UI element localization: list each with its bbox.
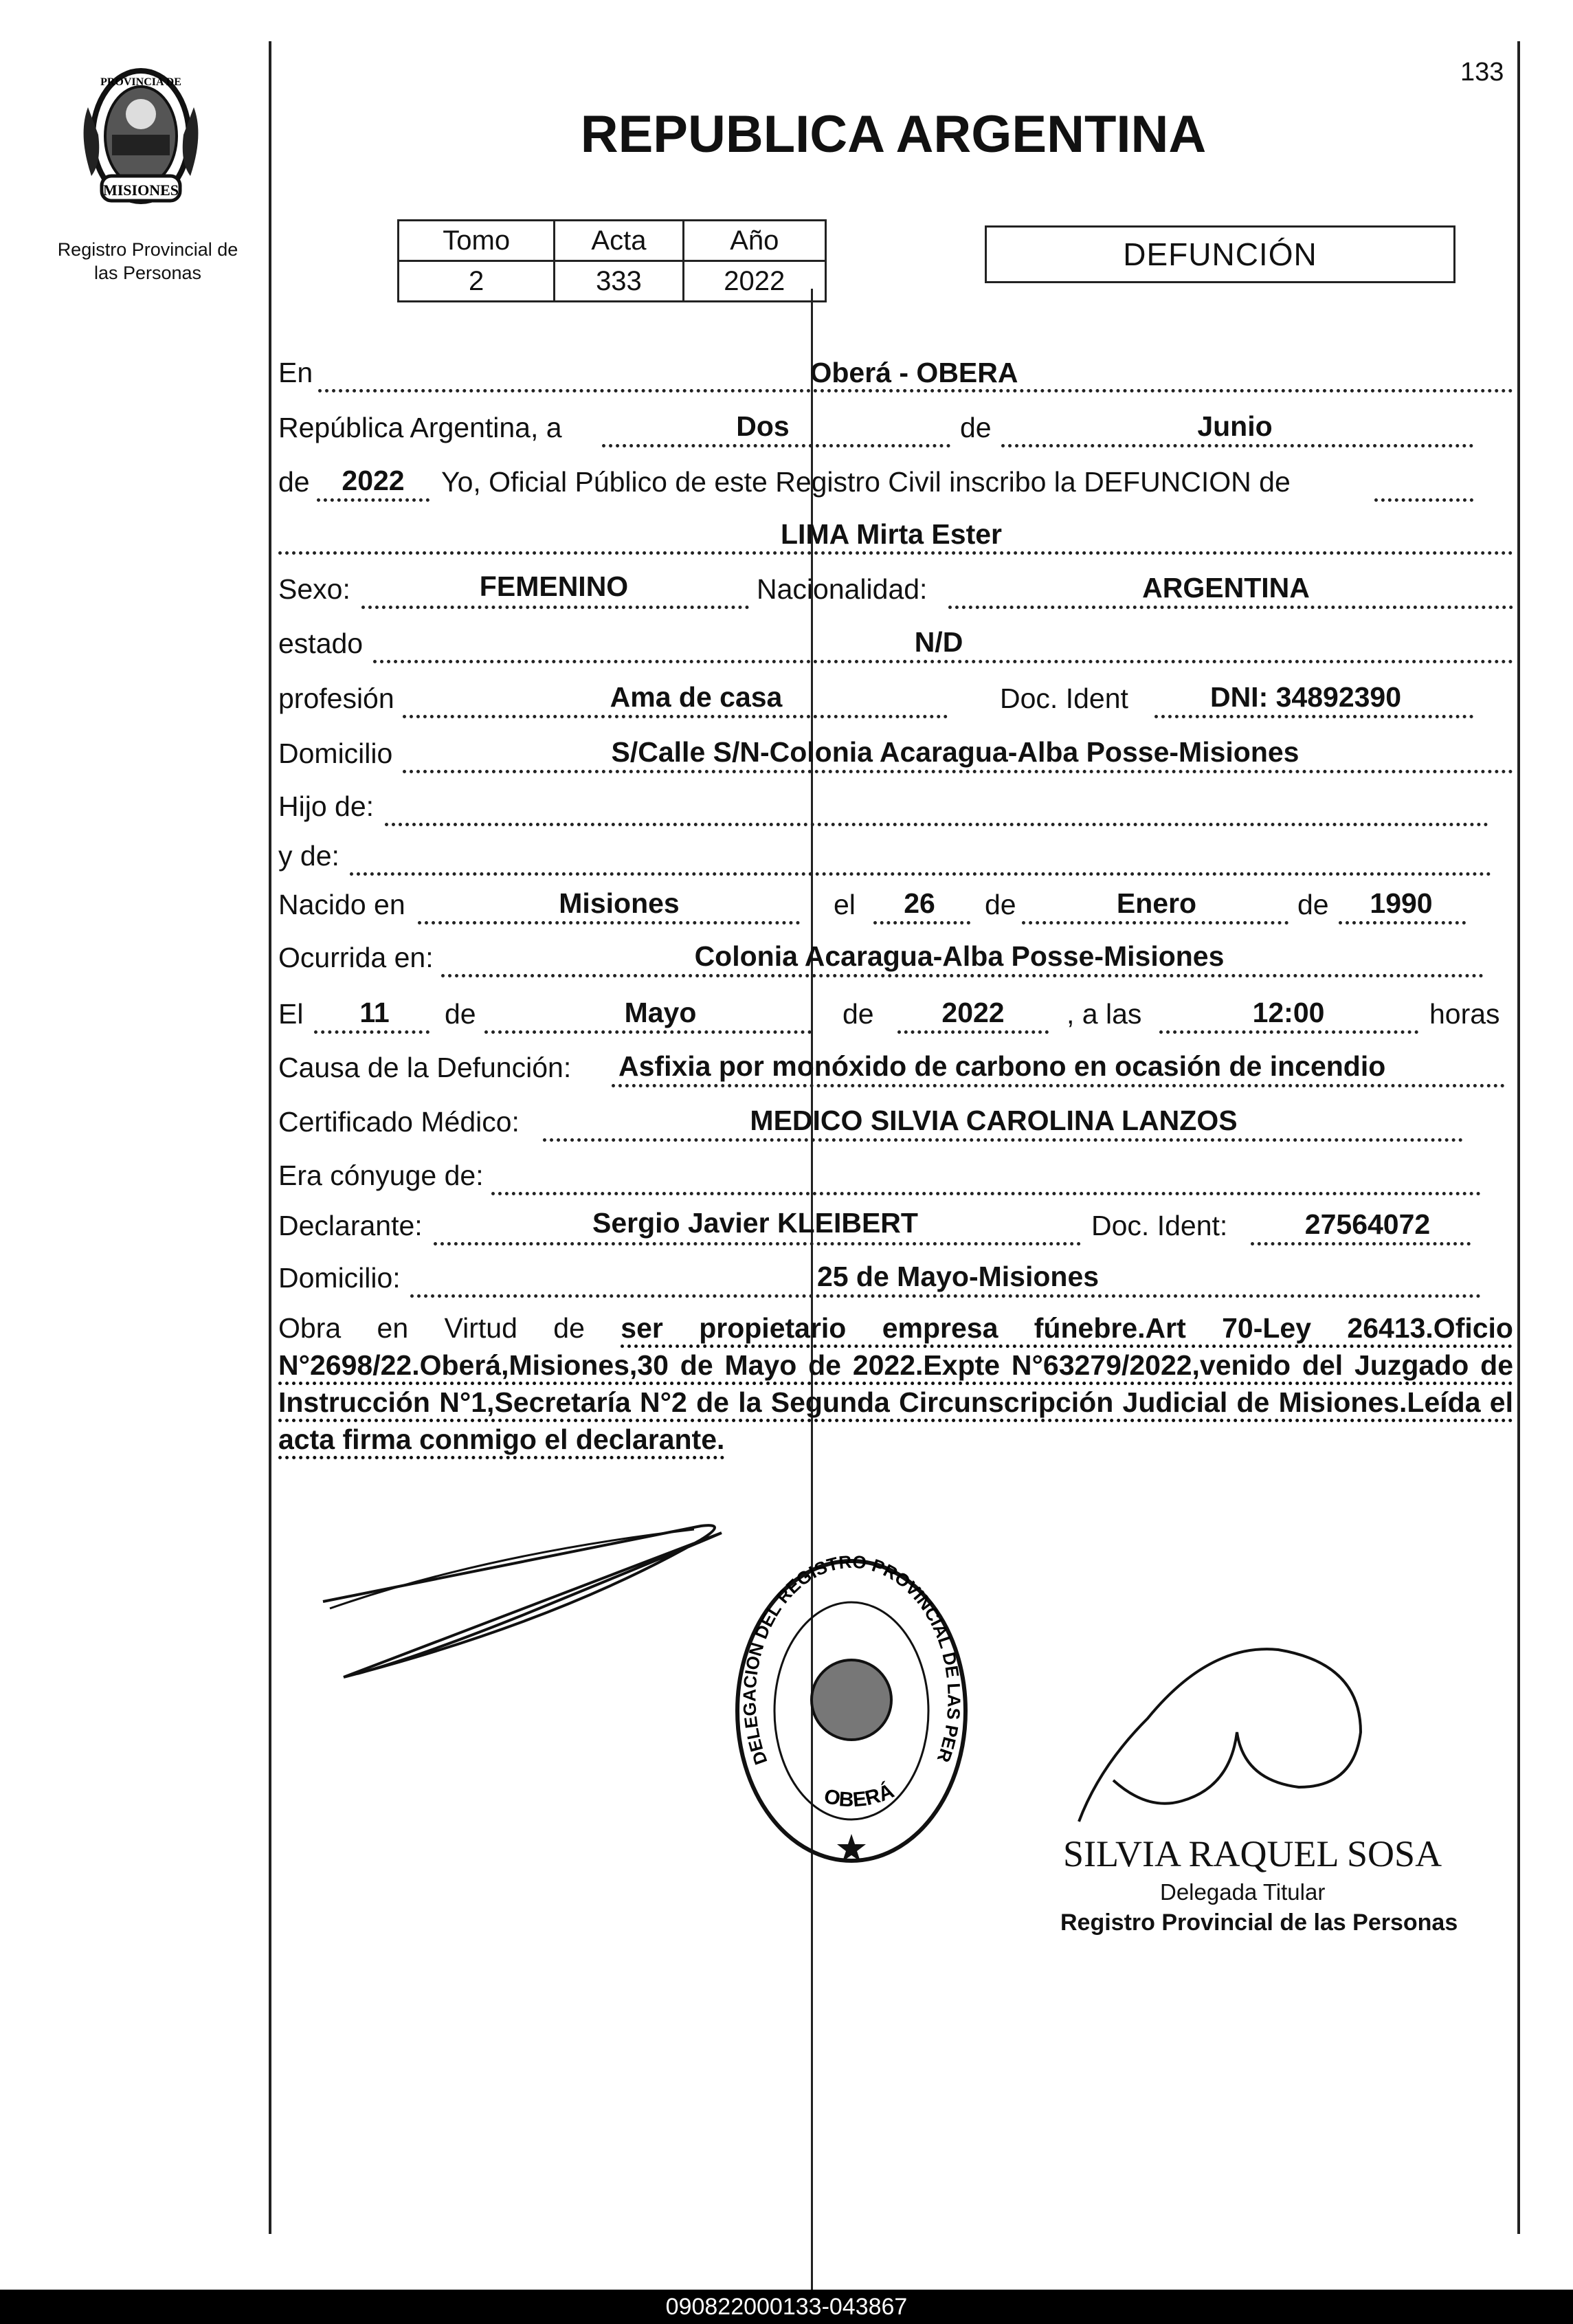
- decl-doc-line: [1251, 1242, 1471, 1246]
- acta-header: Acta: [555, 221, 683, 261]
- certificado-value: MEDICO SILVIA CAROLINA LANZOS: [750, 1105, 1238, 1136]
- signatory-office: Registro Provincial de las Personas: [1060, 1910, 1458, 1936]
- svg-text:PROVINCIA DE: PROVINCIA DE: [100, 76, 181, 88]
- domicilio-label: Domicilio: [278, 738, 393, 769]
- domicilio-value: S/Calle S/N-Colonia Acaragua-Alba Posse-Misiones: [611, 736, 1299, 768]
- en-value: Oberá - OBERA: [810, 357, 1018, 388]
- estado-label: estado: [278, 628, 364, 659]
- obra-paragraph: [278, 1309, 1513, 1458]
- el2-label: El: [278, 998, 304, 1030]
- signatory-name: SILVIA RAQUEL SOSA: [1063, 1833, 1442, 1874]
- record-table: [397, 219, 827, 302]
- def-hora-line: [1159, 1030, 1418, 1034]
- nac-dia: 26: [904, 887, 935, 919]
- nac-anio-line: [1339, 921, 1466, 925]
- dia-value: Dos: [736, 410, 790, 442]
- nac-de2: de: [1297, 889, 1329, 920]
- anio-prefix: de: [278, 466, 310, 498]
- registry-caption: [41, 238, 254, 285]
- def-anio-line: [897, 1030, 1049, 1034]
- anio-value: 2022: [342, 465, 405, 496]
- causa-line: [612, 1084, 1505, 1087]
- star-icon: [837, 1834, 866, 1861]
- doc-label: Doc. Ident: [1000, 683, 1128, 714]
- def-mes-line: [484, 1030, 812, 1034]
- stamp-ring-text: DELEGACION DEL REGISTRO PROVINCIAL DE LAS PER: [739, 1556, 965, 1768]
- de-label: de: [960, 412, 992, 443]
- document-code-bar: [0, 2290, 1573, 2324]
- intro-text: Yo, Oficial Público de este Registro Civil inscribo la DEFUNCION de: [441, 466, 1291, 498]
- declarante-value: Sergio Javier KLEIBERT: [592, 1207, 918, 1239]
- sexo-label: Sexo:: [278, 573, 350, 605]
- anio-header: Año: [683, 221, 825, 261]
- hijo-line: [385, 823, 1488, 826]
- profesion-value: Ama de casa: [610, 681, 783, 713]
- nacionalidad-label: Nacionalidad:: [757, 573, 928, 605]
- def-de1: de: [445, 998, 476, 1030]
- horas-label: horas: [1429, 998, 1500, 1030]
- stamp-city: OBERÁ: [821, 1779, 897, 1812]
- sexo-value: FEMENINO: [479, 571, 629, 602]
- sexo-line: [361, 606, 749, 609]
- en-line: [318, 389, 1513, 392]
- document-code: 090822000133-043867: [665, 2293, 908, 2320]
- en-label: En: [278, 357, 313, 388]
- def-dia: 11: [359, 997, 390, 1028]
- hijo-label: Hijo de:: [278, 790, 375, 822]
- page-number: 133: [1460, 58, 1504, 87]
- intro-line: [1374, 498, 1473, 502]
- nacido-label: Nacido en: [278, 889, 405, 920]
- estado-value: N/D: [914, 626, 963, 658]
- ocurrida-line: [441, 974, 1484, 977]
- ocurrida-label: Ocurrida en:: [278, 942, 434, 973]
- conyuge-label: Era cónyuge de:: [278, 1160, 484, 1191]
- decl-domicilio-value: 25 de Mayo-Misiones: [816, 1261, 1100, 1292]
- certificado-line: [543, 1138, 1463, 1142]
- signatory-role: Delegada Titular: [1160, 1879, 1326, 1905]
- acta-value: 333: [555, 261, 683, 302]
- declarante-line: [434, 1242, 1081, 1246]
- nac-anio: 1990: [1370, 887, 1433, 919]
- causa-value: Asfixia por monóxido de carbono en ocasión de incendio: [618, 1050, 1386, 1082]
- conyuge-line: [491, 1192, 1481, 1195]
- def-de2: de: [843, 998, 874, 1030]
- ocurrida-value: Colonia Acaragua-Alba Posse-Misiones: [694, 940, 1225, 972]
- mes-value: Junio: [1197, 410, 1273, 442]
- mes-line: [1001, 444, 1473, 447]
- yde-label: y de:: [278, 840, 339, 872]
- republica-label: República Argentina, a: [278, 412, 562, 443]
- registry-caption-line2: las Personas: [93, 263, 202, 283]
- def-dia-line: [314, 1030, 429, 1034]
- tomo-value: 2: [399, 261, 555, 302]
- decl-domicilio-line: [410, 1294, 1481, 1298]
- declarant-signature: [316, 1512, 728, 1684]
- nacionalidad-line: [948, 606, 1513, 609]
- decl-doc-label: Doc. Ident:: [1091, 1210, 1228, 1241]
- obra-prefix: Obra en Virtud de: [278, 1312, 585, 1344]
- svg-text:OBERÁ: [822, 1779, 897, 1811]
- registry-caption-line1: Registro Provincial de: [57, 239, 238, 260]
- obra-text: ser propietario empresa fúnebre.Art 70-Ley 26413.Oficio N°2698/22.Oberá,Misiones,30 de Mayo de 2022.Expte N°63279/2022,venido del Juzgado de Instrucción N°1,Secretaría N°2 de la Segunda Circunscripción Judicial de Misiones.Leída el acta firma conmigo el declarante.: [278, 1312, 1513, 1455]
- svg-text:MISIONES: MISIONES: [102, 181, 179, 199]
- right-margin-line: [1517, 41, 1520, 2234]
- nacido-value: Misiones: [559, 887, 680, 919]
- nac-de1: de: [985, 889, 1016, 920]
- certificado-label: Certificado Médico:: [278, 1106, 520, 1138]
- nacido-line: [418, 921, 800, 925]
- page-title: REPUBLICA ARGENTINA: [580, 105, 1207, 164]
- doc-line: [1154, 715, 1473, 718]
- record-type-box: DEFUNCIÓN: [985, 225, 1455, 283]
- official-signature: [1072, 1615, 1388, 1828]
- causa-label: Causa de la Defunción:: [278, 1052, 572, 1083]
- def-hora: 12:00: [1252, 997, 1325, 1028]
- nac-dia-line: [873, 921, 970, 925]
- def-mes: Mayo: [624, 997, 697, 1028]
- deceased-name: LIMA Mirta Ester: [781, 518, 1002, 550]
- domicilio-line: [403, 770, 1513, 773]
- estado-line: [373, 660, 1513, 663]
- nac-mes: Enero: [1116, 887, 1197, 919]
- tomo-header: Tomo: [399, 221, 555, 261]
- nac-mes-line: [1022, 921, 1288, 925]
- dia-line: [602, 444, 950, 447]
- alas-label: , a las: [1067, 998, 1142, 1030]
- declarante-label: Declarante:: [278, 1210, 423, 1241]
- decl-domicilio-label: Domicilio:: [278, 1262, 401, 1294]
- profesion-line: [403, 715, 948, 718]
- official-stamp: [733, 1556, 970, 1866]
- anio-value: 2022: [683, 261, 825, 302]
- anio-line: [317, 498, 429, 502]
- el-label: el: [834, 889, 856, 920]
- def-anio: 2022: [941, 997, 1005, 1028]
- decl-doc-value: 27564072: [1304, 1208, 1431, 1240]
- left-margin-line: [269, 41, 271, 2234]
- yde-line: [350, 872, 1491, 876]
- name-line: [278, 551, 1513, 555]
- nacionalidad-value: ARGENTINA: [1142, 572, 1310, 604]
- doc-value: DNI: 34892390: [1209, 681, 1402, 713]
- profesion-label: profesión: [278, 683, 394, 714]
